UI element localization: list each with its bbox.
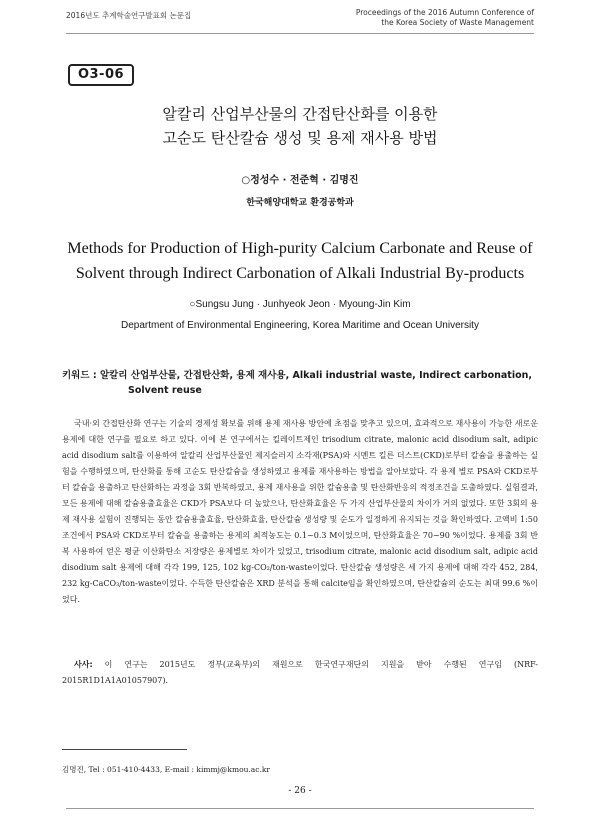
english-affiliation: Department of Environmental Engineering, Korea Maritime and Ocean University bbox=[121, 320, 479, 331]
running-header-right-line2: the Korea Society of Waste Management bbox=[381, 18, 534, 27]
acknowledgement-label: 사사: bbox=[74, 660, 93, 669]
running-header-right bbox=[356, 8, 534, 28]
english-authors: ○Sungsu Jung · Junhyeok Jeon · Myoung-Jin Kim bbox=[189, 299, 411, 310]
footnote-divider bbox=[62, 749, 187, 750]
english-title bbox=[40, 236, 560, 286]
page-number: - 26 - bbox=[288, 786, 312, 796]
english-title-line1: Methods for Production of High-purity Calcium Carbonate and Reuse of bbox=[67, 240, 533, 257]
acknowledgement-text: 이 연구는 2015년도 정부(교육부)의 재원으로 한국연구재단의 지원을 받아 수행된 연구임 (NRF-2015R1D1A1A01057907). bbox=[62, 660, 538, 685]
english-title-line2: Solvent through Indirect Carbonation of Alkali Industrial By-products bbox=[75, 265, 525, 282]
paper-code-badge: O3-06 bbox=[68, 64, 134, 86]
keywords: 키워드 : 알칼리 산업부산물, 간접탄산화, 용제 재사용, Alkali industrial waste, Indirect carbonation, Solvent reuse bbox=[62, 370, 532, 396]
abstract-body: 국내·외 간접탄산화 연구는 기술의 경제성 확보를 위해 용제 재사용 방안에 초점을 맞추고 있으며, 효과적으로 재사용이 가능한 새로운 용제에 대한 연구를 필요로 하고 있다. 이에 본 연구에서는 킬레이트제인 trisodium citrate, malonic acid disodium salt, adipic acid disodium salt를 이용하여 알칼리 산업부산물인 제지슬러지 소각재(PSA)와 시멘트 킬른 더스트(CKD)로부터 칼슘을 용출하는 실험을 수행하였으며, 탄산화를 통해 고순도 탄산칼슘을 생성하였고 용제를 재사용하는 방법을 알아보았다. 각 용제 별로 PSA와 CKD로부터 칼슘을 용출하고 탄산화하는 과정을 3회 반복하였고, 용제 재사용을 위한 칼슘용출 및 탄산화반응의 적정조건을 도출하였다. 실험결과, 모든 용제에 대해 칼슘용출효율은 CKD가 PSA보다 더 높았으나, 탄산화효율은 두 가지 산업부산물의 차이가 거의 없었다. 또한 3회의 용제 재사용 실험이 진행되는 동안 칼슘용출효율, 탄산화효율, 탄산칼슘 생성량 및 순도가 일정하게 유지되는 것을 확인하였다. 고액비 1:50 조건에서 PSA와 CKD로부터 칼슘을 용출하는 용제의 최적농도는 0.1~0.3 M이었으며, 탄산화효율은 70~90 %이었다. 용제를 3회 반복 사용하여 얻은 평균 이산화탄소 저장량은 용제별로 차이가 있었고, trisodium citrate, malonic acid disodium salt, adipic acid disodium salt 용제에 대해 각각 199, 125, 102 kg-CO₂/ton-waste이었다. 탄산칼슘 생성량은 세 가지 용제에 대해 각각 452, 284, 232 kg-CaCO₃/ton-waste이었다. 수득한 탄산칼슘은 XRD 분석을 통해 calcite임을 확인하였으며, 탄산칼슘의 순도는 최대 99.6 %이었다. bbox=[62, 419, 538, 604]
korean-title-line2: 고순도 탄산칼슘 생성 및 용제 재사용 방법 bbox=[162, 129, 438, 147]
korean-title-line1: 알칼리 산업부산물의 간접탄산화를 이용한 bbox=[162, 105, 438, 123]
running-header-left: 2016년도 추계학술연구발표회 논문집 bbox=[66, 11, 192, 20]
corresponding-author-footnote: 김명진, Tel : 051-410-4433, E-mail : kimmj@kmou.ac.kr bbox=[62, 765, 270, 774]
korean-title bbox=[60, 102, 540, 150]
header-divider bbox=[66, 33, 534, 34]
korean-affiliation: 한국해양대학교 환경공학과 bbox=[246, 198, 354, 208]
acknowledgement bbox=[62, 657, 538, 689]
running-header-right-line1: Proceedings of the 2016 Autumn Conference of bbox=[355, 8, 534, 17]
footer-divider bbox=[66, 808, 534, 809]
korean-authors: ○정성수 · 전준혁 · 김명진 bbox=[241, 175, 359, 186]
